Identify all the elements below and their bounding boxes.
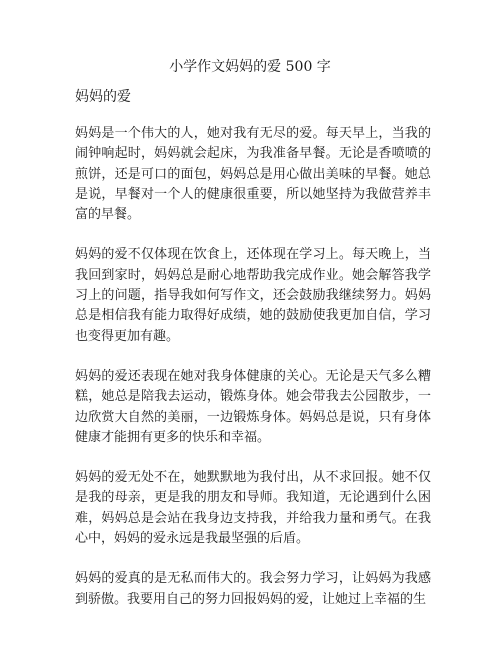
paragraph-2: 妈妈的爱不仅体现在饮食上，还体现在学习上。每天晚上，当我回到家时，妈妈总是耐心地帮助我完成作业。她会解答我学习上的问题，指导我如何写作文，还会鼓励我继续努力。妈妈总是相信我有能力取得好成绩，她的鼓励使我更加自信，学习也变得更加有趣。 <box>75 247 431 344</box>
paragraph-1: 妈妈是一个伟大的人，她对我有无尽的爱。每天早上，当我的闹钟响起时，妈妈就会起床，为我准备早餐。无论是香喷喷的煎饼，还是可口的面包，妈妈总是用心做出美味的早餐。她总是说，早餐对一个人的健康很重要，所以她坚持为我做营养丰富的早餐。 <box>75 126 431 223</box>
essay-subtitle: 妈妈的爱 <box>75 89 131 105</box>
document-title: 小学作文妈妈的爱 500 字 <box>169 59 331 75</box>
paragraph-3: 妈妈的爱还表现在她对我身体健康的关心。无论是天气多么糟糕，她总是陪我去运动，锻炼身体。她会带我去公园散步，一边欣赏大自然的美丽，一边锻炼身体。妈妈总是说，只有身体健康才能拥有更多的快乐和幸福。 <box>75 368 431 445</box>
paragraph-4: 妈妈的爱无处不在，她默默地为我付出，从不求回报。她不仅是我的母亲，更是我的朋友和导师。我知道，无论遇到什么困难，妈妈总是会站在我身边支持我，并给我力量和勇气。在我心中，妈妈的爱永远是我最坚强的后盾。 <box>75 470 431 547</box>
essay-body <box>75 124 431 630</box>
paragraph-5: 妈妈的爱真的是无私而伟大的。我会努力学习，让妈妈为我感到骄傲。我要用自己的努力回报妈妈的爱，让她过上幸福的生 <box>75 571 431 607</box>
